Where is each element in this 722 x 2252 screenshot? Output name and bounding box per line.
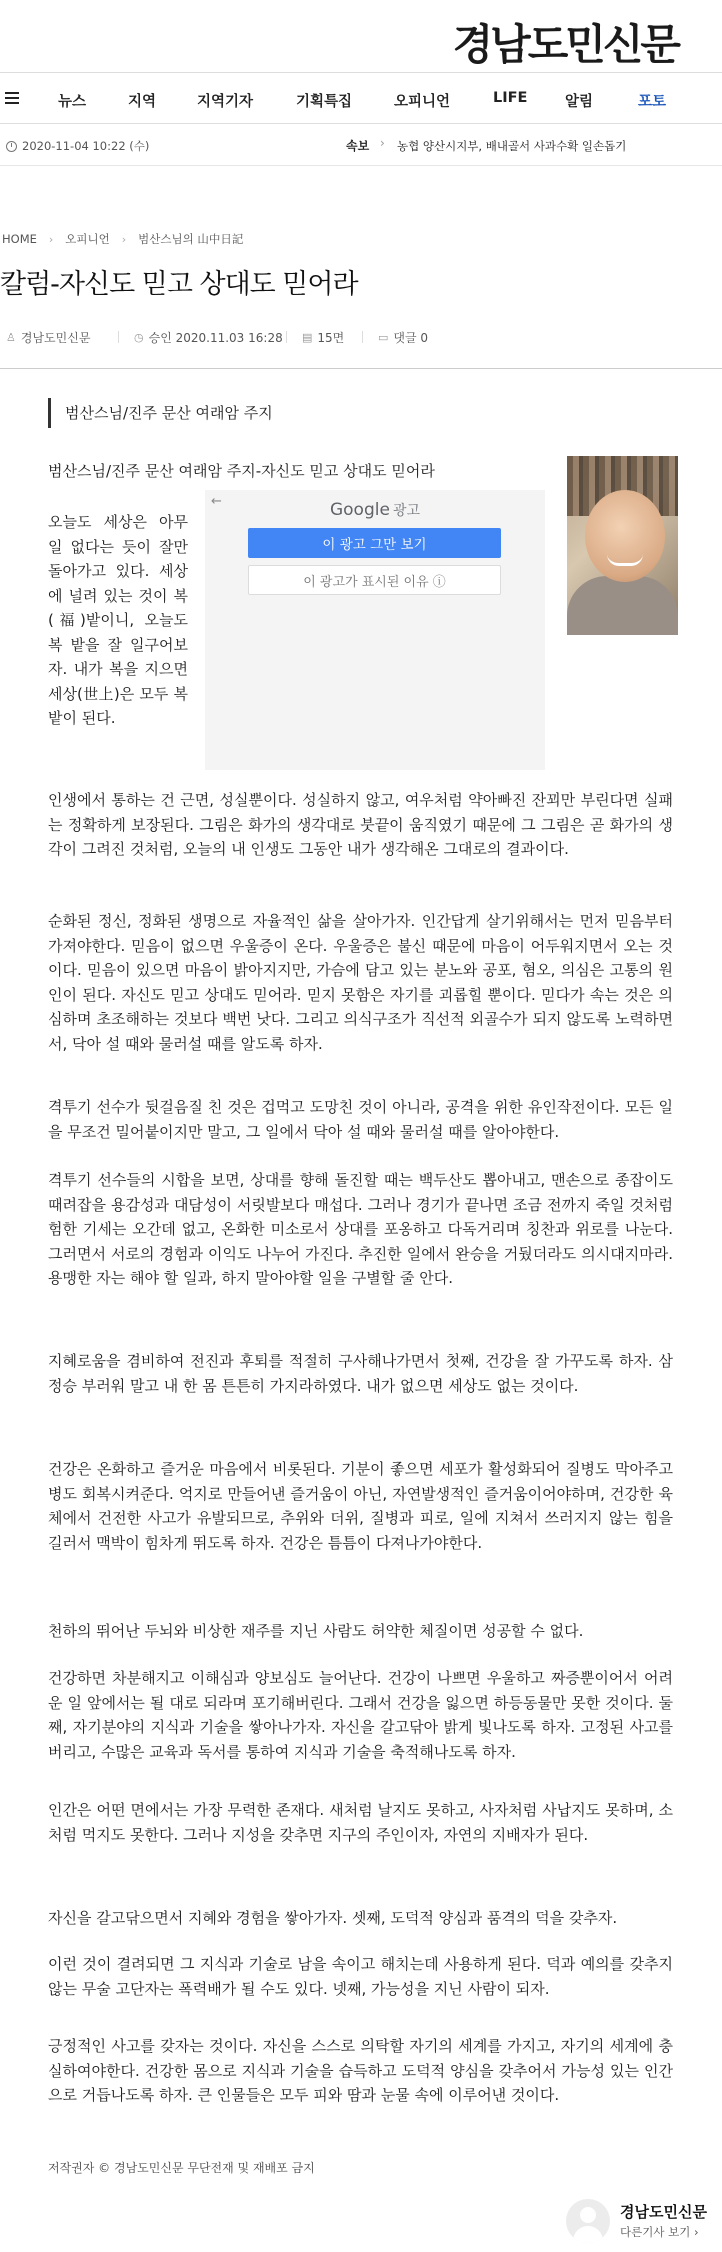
breaking-label: 속보 (346, 139, 370, 153)
article-paragraph: 지혜로움을 겸비하여 전진과 후퇴를 적절히 구사해나가면서 첫째, 건강을 잘 가꾸도록 하자. 삼정승 부러워 말고 내 한 몸 튼튼히 가지라하였다. 내가 없으면 세상도 없는 것이다. (48, 1352, 673, 1395)
article-paragraph: 인생에서 통하는 건 근면, 성실뿐이다. 성실하지 않고, 여우처럼 약아빠진 잔꾀만 부린다면 실패는 정확하게 보장된다. 그림은 화가의 생각대로 붓끝이 움직였기 때문에 그 그림은 곧 화가의 생각이 그려진 것처럼, 오늘의 내 인생도 그동안 내가 생각해온 그대로의 결과이다. (48, 791, 673, 858)
article-paragraph: 건강하면 차분해지고 이해심과 양보심도 늘어난다. 건강이 나쁘면 우울하고 짜증뿐이어서 어려운 일 앞에서는 될 대로 되라며 포기해버린다. 그래서 건강을 잃으면 하등동물만 못한 것이다. 둘째, 자기분야의 지식과 기술을 쌓아나가자. 자신을 갈고닦아 밝게 빛나도록 하자. 고정된 사고를 버리고, 수많은 교육과 독서를 통하여 지식과 기술을 축적해나도록 하자. (48, 1669, 673, 1761)
article-paragraph: 순화된 정신, 정화된 생명으로 자율적인 삶을 살아가자. 인간답게 살기위해서는 먼저 믿음부터 가져야한다. 믿음이 없으면 우울증이 온다. 우울증은 불신 때문에 마음이 어두워지면서 오는 것이다. 믿음이 있으면 마음이 밝아지지만, 가슴에 담고 있는 분노와 공포, 혐오, 의심은 고통의 원인이 된다. 자신도 믿고 상대도 믿어라. 믿지 못함은 자기를 괴롭힐 뿐이다. 믿다가 속는 것은 의심하며 초조해하는 것보다 백번 낫다. 그리고 의식구조가 직선적 외골수가 되지 않도록 노력하면서, 닥아 설 때와 물러설 때를 알도록 하자. (48, 912, 673, 1053)
divider (0, 368, 722, 369)
article-paragraph: 격투기 선수들의 시합을 보면, 상대를 향해 돌진할 때는 백두산도 뽑아내고, 맨손으로 종잡이도 때려잡을 용감성과 대담성이 서릿발보다 매섭다. 그러나 경기가 끝나면 조금 전까지 죽일 것처럼 험한 기세는 오간데 없고, 온화한 미소로서 상대를 포옹하고 다독거리며 칭찬과 위로를 나눈다. 그러면서 서로의 경험과 이익도 나누어 가진다. 추진한 일에서 완승을 거뒀더라도 의시대지마라. 용맹한 자는 해야 할 일과, 하지 말아야할 일을 구별할 줄 안다. (48, 1171, 673, 1287)
article-lead: 범산스님/진주 문산 여래암 주지-자신도 믿고 상대도 믿어라 (48, 462, 435, 480)
document-icon: ▤ (302, 331, 313, 344)
article-paragraph: 이런 것이 결려되면 그 지식과 기술로 남을 속이고 해치는데 사용하게 된다. 덕과 예의를 갖추지 않는 무술 고단자는 폭력배가 될 수도 있다. 넷째, 가능성을 지닌 사람이 되자. (48, 1955, 673, 1998)
author-box (566, 2195, 722, 2245)
breadcrumb-column[interactable]: 범산스님의 山中日記 (138, 232, 244, 246)
info-bar (0, 124, 722, 166)
other-articles-link[interactable]: 다른기사 보기 › (620, 2225, 699, 2239)
nav-item-opinion[interactable]: 오피니언 (394, 94, 451, 110)
comment-icon: ▭ (378, 331, 389, 344)
meta-views (302, 329, 344, 346)
article-paragraph: 긍정적인 사고를 갖자는 것이다. 자신을 스스로 의탁할 자기의 세계를 가지고, 자기의 세계에 충실하여야한다. 건강한 몸으로 지식과 기술을 습득하고 도덕적 양심을 갖추어서 가능성 있는 인간으로 거듭나도록 하자. 큰 인물들은 모두 피와 땀과 눈물 속에 이루어낸 것이다. (48, 2037, 673, 2104)
chevron-right-icon: › (48, 232, 54, 246)
article-paragraph: 오늘도 세상은 아무 일 없다는 듯이 잘만 돌아가고 있다. 세상에 널려 있는 것이 복(福)밭이니, 오늘도 복 밭을 잘 일구어보자. 내가 복을 지으면 세상(世上)은 모두 복밭이 된다. (48, 513, 188, 727)
menu-icon[interactable] (5, 92, 19, 104)
user-icon: ♙ (6, 331, 16, 344)
breaking-headline[interactable]: 농협 양산시지부, 배내골서 사과수확 일손돕기 (397, 139, 627, 153)
avatar (566, 2199, 610, 2243)
article-paragraph: 자신을 갈고닦으면서 지혜와 경험을 쌓아가자. 셋째, 도덕적 양심과 품격의 덕을 갖추자. (48, 1909, 618, 1927)
approved-text: 승인 2020.11.03 16:28 (148, 331, 283, 345)
meta-comments[interactable] (378, 329, 428, 346)
site-logo[interactable]: 경남도민신문 (452, 20, 678, 69)
nav-item-photo[interactable]: 포토 (638, 94, 667, 110)
article-subtitle: 범산스님/진주 문산 여래암 주지 (48, 398, 273, 428)
back-arrow-icon[interactable]: ← (211, 494, 222, 509)
breadcrumb (2, 231, 243, 247)
author-photo (567, 456, 678, 635)
why-ad-button[interactable]: 이 광고가 표시된 이유 ⓘ (248, 565, 501, 595)
clock-icon: ◷ (134, 331, 144, 344)
meta-author (6, 329, 90, 346)
current-datetime (6, 138, 149, 154)
meta-approved (134, 329, 283, 346)
article-meta (6, 327, 722, 347)
nav-item-region-reporter[interactable]: 지역기자 (197, 94, 254, 110)
nav-item-region[interactable]: 지역 (128, 94, 157, 110)
comments-text[interactable]: 댓글 0 (393, 331, 429, 345)
nav-item-news[interactable]: 뉴스 (58, 94, 87, 110)
datetime-text: 2020-11-04 10:22 (수) (22, 139, 150, 153)
views-text: 15면 (317, 331, 345, 345)
nav-item-notice[interactable]: 알림 (565, 94, 594, 110)
breadcrumb-opinion[interactable]: 오피니언 (65, 232, 110, 246)
stop-ad-button[interactable]: 이 광고 그만 보기 (248, 528, 501, 558)
meta-divider (118, 331, 119, 343)
article-paragraph: 건강은 온화하고 즐거운 마음에서 비롯된다. 기분이 좋으면 세포가 활성화되어 질병도 막아주고 병도 회복시켜준다. 억지로 만들어낸 즐거움이 아닌, 자연발생적인 즐거움이어야하며, 건강한 육체에서 건전한 사고가 유발되므로, 추위와 더위, 질병과 피로, 일에 지쳐서 쓰러지지 않는 힘을 길러서 맥박이 힘차게 뛰도록 하자. 건강은 틈틈이 다져나가야한다. (48, 1460, 674, 1552)
breadcrumb-home[interactable]: HOME (2, 232, 37, 246)
main-nav (0, 72, 722, 124)
meta-divider (362, 331, 363, 343)
article-paragraph: 인간은 어떤 면에서는 가장 무력한 존재다. 새처럼 날지도 못하고, 사자처럼 사납지도 못하며, 소처럼 먹지도 못한다. 그러나 지성을 갖추면 지구의 주인이자, 자연의 지배자가 된다. (48, 1801, 673, 1844)
author-name: 경남도민신문 (620, 2203, 707, 2221)
clock-icon (6, 141, 17, 152)
chevron-right-icon: › (121, 232, 127, 246)
author-text: 경남도민신문 (20, 331, 91, 345)
nav-item-special[interactable]: 기획특집 (296, 94, 353, 110)
ad-container (205, 490, 545, 770)
article-title: 칼럼-자신도 믿고 상대도 믿어라 (0, 269, 358, 300)
ad-brand-sub: 광고 (392, 503, 420, 519)
chevron-right-icon: › (380, 136, 385, 150)
ad-title (205, 500, 545, 520)
copyright-notice: 저작권자 © 경남도민신문 무단전재 및 재배포 금지 (48, 2161, 315, 2175)
ad-brand: Google (329, 500, 390, 520)
article-paragraph: 천하의 뛰어난 두뇌와 비상한 재주를 지닌 사람도 허약한 체질이면 성공할 수 없다. (48, 1622, 584, 1640)
nav-item-life[interactable]: LIFE (493, 90, 528, 106)
article-paragraph: 격투기 선수가 뒷걸음질 친 것은 겁먹고 도망친 것이 아니라, 공격을 위한 유인작전이다. 모든 일을 무조건 밀어붙이지만 말고, 그 일에서 닥아 설 때와 물러설 때를 알아야한다. (48, 1098, 673, 1141)
meta-divider (286, 331, 287, 343)
header (0, 0, 722, 72)
